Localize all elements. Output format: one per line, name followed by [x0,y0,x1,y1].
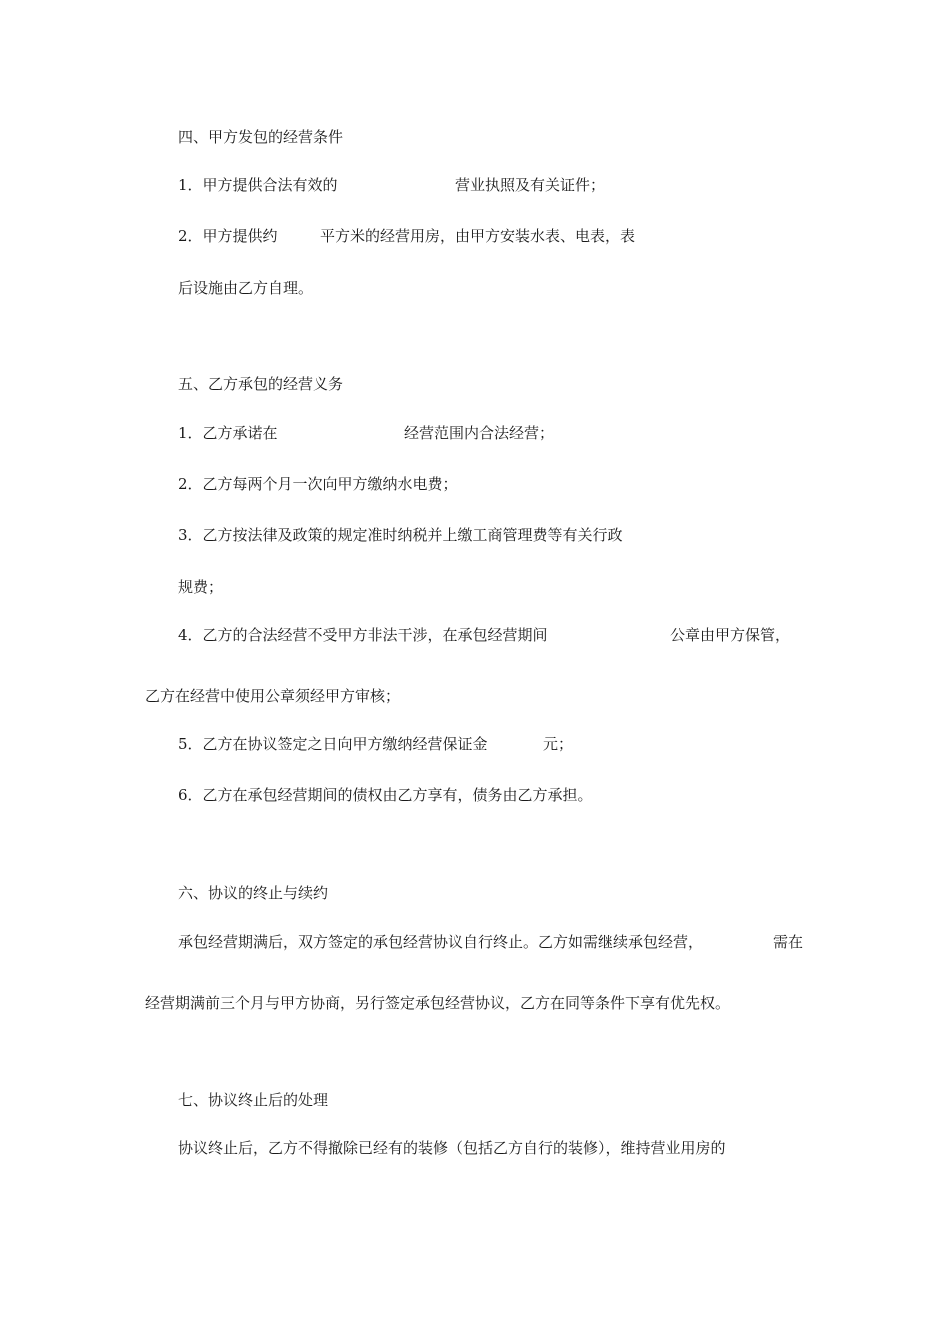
section-5-item-4: 4．乙方的合法经营不受甲方非法干涉，在承包经营期间 [178,626,548,644]
section-6-paragraph-wrap: 经营期满前三个月与甲方协商，另行签定承包经营协议，乙方在同等条件下享有优先权。 [145,994,731,1012]
section-4-item-2-continued: 平方米的经营用房，由甲方安装水表、电表，表 [320,227,636,245]
section-5-item-1: 1．乙方承诺在 [178,424,278,442]
section-5-item-1-continued: 经营范围内合法经营； [404,424,555,442]
section-4-heading: 四、甲方发包的经营条件 [178,128,344,146]
section-5-item-6: 6．乙方在承包经营期间的债权由乙方享有，债务由乙方承担。 [178,786,593,804]
section-5-item-2: 2．乙方每两个月一次向甲方缴纳水电费； [178,475,458,493]
section-7-heading: 七、协议终止后的处理 [178,1091,329,1109]
section-4-item-1: 1．甲方提供合法有效的 [178,176,338,194]
section-6-paragraph: 承包经营期满后，双方签定的承包经营协议自行终止。乙方如需继续承包经营， [178,933,704,951]
section-5-item-3: 3．乙方按法律及政策的规定准时纳税并上缴工商管理费等有关行政 [178,526,623,544]
section-6-paragraph-continued: 需在 [773,933,804,951]
section-5-heading: 五、乙方承包的经营义务 [178,375,344,393]
section-5-item-5-continued: 元； [543,735,574,753]
section-5-item-5: 5．乙方在协议签定之日向甲方缴纳经营保证金 [178,735,488,753]
section-7-paragraph: 协议终止后，乙方不得撤除已经有的装修（包括乙方自行的装修），维持营业用房的 [178,1139,726,1157]
section-5-item-4-wrap: 乙方在经营中使用公章须经甲方审核； [145,687,401,705]
section-5-item-3-wrap: 规费； [178,578,224,596]
section-5-item-4-continued: 公章由甲方保管， [670,626,791,644]
section-4-item-1-continued: 营业执照及有关证件； [455,176,606,194]
section-4-item-2-wrap: 后设施由乙方自理。 [178,279,314,297]
section-4-item-2: 2．甲方提供约 [178,227,278,245]
section-6-heading: 六、协议的终止与续约 [178,884,329,902]
